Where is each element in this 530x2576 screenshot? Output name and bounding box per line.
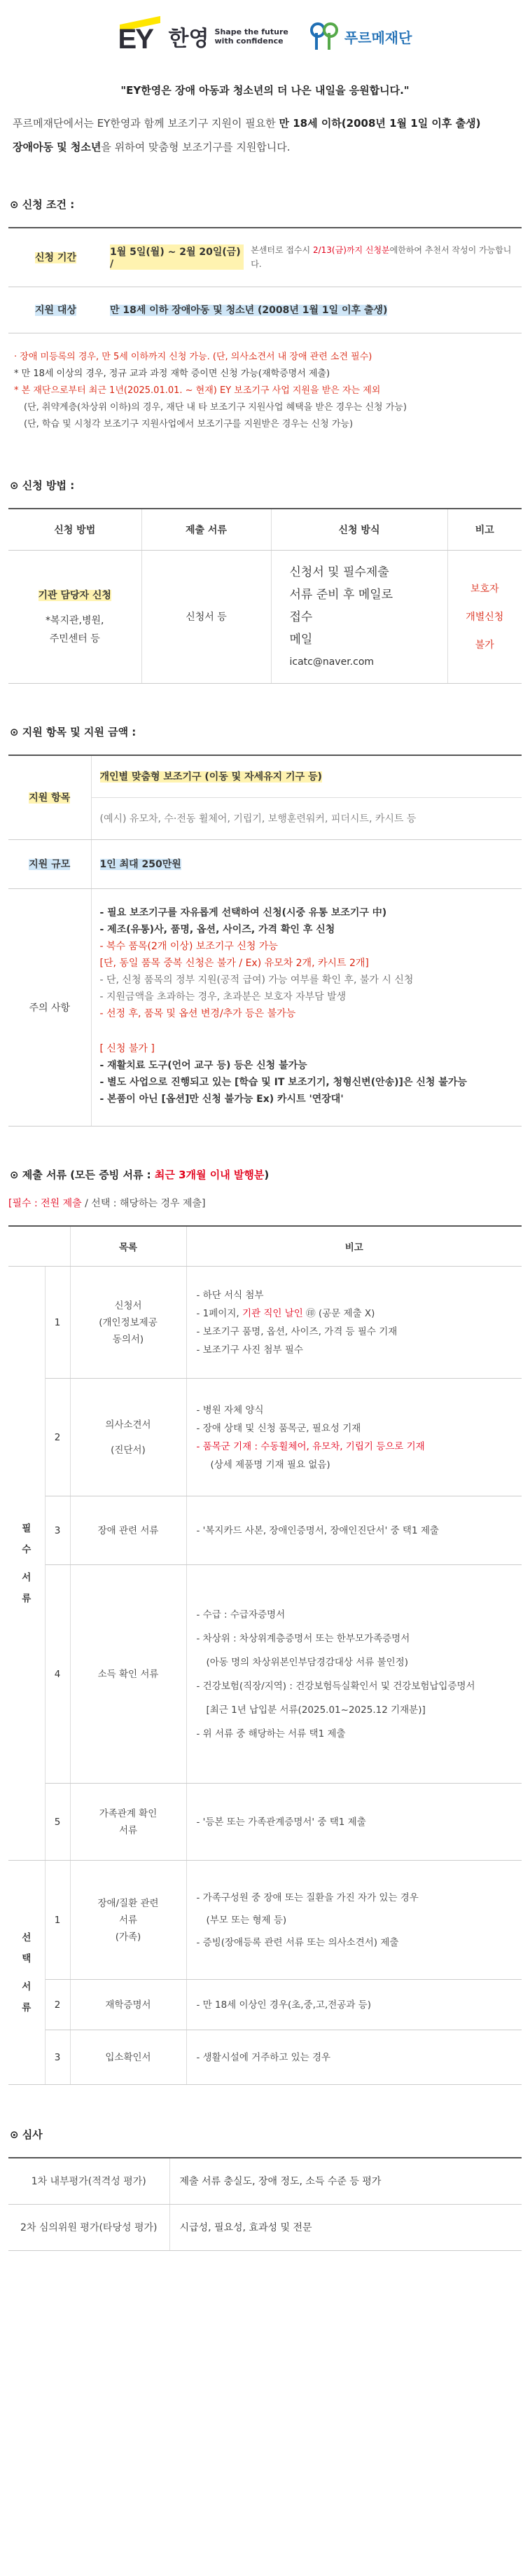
- foundation-name: 푸르메재단: [344, 29, 412, 46]
- intro-quote: "EY한영은 장애 아동과 청소년의 더 나은 내일을 응원합니다.": [120, 84, 410, 97]
- support-item-main: 개인별 맞춤형 보조기구 (이동 및 자세유지 기구 등): [99, 771, 322, 783]
- table-row: 2 재학증명서 - 만 18세 이상인 경우(초,중,고,전공과 등): [8, 1980, 522, 2030]
- target-label: 지원 대상: [35, 305, 76, 316]
- documents-table: [8, 1225, 522, 2086]
- table-row: 주의 사항 - 필요 보조기구를 자유롭게 선택하여 신청(시중 유통 보조기구 中) - 제조(유통)사, 품명, 옵션, 사이즈, 가격 확인 후 신청 - 복수 품목(2개 이상) 보조기구 신청 가능 [단, 동일 품목 중복 신청은 불가 / Ex) 유모차 2개, 카시트 2개] - 단, 신청 품목의 정부 지원(공적 급여) 가능 여부를 확인 후, 불가 시 신청 - 지원금액을 초과하는 경우, 초과분은 보호자 자부담 발생 - 선정 후, 품목 및 옵션 변경/추가 등은 불가능 [ 신청 불가 ] - 재활치료 도구(언어 교구 등) 등은 신청 불가능 - 별도 사업으로 진행되고 있는 [학습 및 IT 보조기기, 청형신변(안송)]은 신청 불가능 - 본품이 아닌 [옵션]만 신청 불가능 Ex) 카시트 '연장대': [8, 888, 522, 1126]
- table-row: [8, 287, 522, 333]
- target-value: 만 18세 이하 장애아동 및 청소년 (2008년 1월 1일 이후 출생): [110, 305, 388, 316]
- foundation-logo: [308, 20, 412, 53]
- ey-letters: EY: [118, 24, 153, 55]
- ey-mark: [118, 20, 162, 53]
- table-row: 지원 항목 개인별 맞춤형 보조기구 (이동 및 자세유지 기구 등): [8, 755, 522, 797]
- review-table: [8, 2157, 522, 2251]
- table-row: 2 의사소견서 (진단서) - 병원 자체 양식 - 장애 상태 및 신청 품목군, 필요성 기재 - 품목군 기재 : 수동휠체어, 유모차, 기립기 등으로 기재 (상세 제품명 기재 필요 없음): [8, 1379, 522, 1496]
- conditions-notes: · 장애 미등록의 경우, 만 5세 이하까지 신청 가능. (단, 의사소견서 내 장애 관련 소견 필수) * 만 18세 이상의 경우, 정규 교과 과정 재학 증이면 신청 가능(재학증명서 제출) * 본 재단으로부터 최근 1년(2025.01.01. ~ 현재) EY 보조기구 사업 지원을 받은 자는 제외 (단, 취약계층(차상위 이하)의 경우, 재단 내 타 보조기구 지원사업 혜택을 받은 경우는 신청 가능) (단, 학습 및 시청각 보조기구 지원사업에서 보조기구를 지원받은 경우는 신청 가능): [14, 351, 407, 429]
- table-row: [8, 228, 522, 287]
- ey-logo: [118, 20, 288, 53]
- table-row: 필 수 서 류 1 신청서 (개인정보제공 동의서) - 하단 서식 첨부 - 1페이지, 기관 직인 날인 ㊞ (공문 제출 X) - 보조기구 품명, 옵션, 사이즈, 가격 등 필수 기재 - 보조기구 사진 첨부 필수: [8, 1267, 522, 1379]
- support-cautions: - 필요 보조기구를 자유롭게 선택하여 신청(시중 유통 보조기구 中) - 제조(유통)사, 품명, 옵션, 사이즈, 가격 확인 후 신청 - 복수 품목(2개 이상) 보조기구 신청 가능 [단, 동일 품목 중복 신청은 불가 / Ex) 유모차 2개, 카시트 2개] - 단, 신청 품목의 정부 지원(공적 급여) 가능 여부를 확인 후, 불가 시 신청 - 지원금액을 초과하는 경우, 초과분은 보호자 자부담 발생 - 선정 후, 품목 및 옵션 변경/추가 등은 불가능 [ 신청 불가 ] - 재활치료 도구(언어 교구 등) 등은 신청 불가능 - 별도 사업으로 진행되고 있는 [학습 및 IT 보조기기, 청형신변(안송)]은 신청 불가능 - 본품이 아닌 [옵션]만 신청 불가능 Ex) 카시트 '연장대': [91, 888, 522, 1126]
- table-header-row: 신청 방법 제출 서류 신청 방식 비고: [8, 509, 522, 551]
- support-item-example: (예시) 유모차, 수·전동 휠체어, 기립기, 보행훈련워커, 피더시트, 카시트 등: [91, 797, 522, 839]
- table-row: 지원 규모 1인 최대 250만원: [8, 839, 522, 888]
- table-row: 기관 담당자 신청 *복지관,병원, 주민센터 등 신청서 등 신청서 및 필수제출 서류 준비 후 메일로 접수 메일 icatc@naver.com 보호자 개별신청 불가: [8, 551, 522, 684]
- conditions-table: [8, 227, 522, 333]
- header-logos: [8, 0, 522, 67]
- method-way: 기관 담당자 신청: [38, 589, 111, 601]
- ey-korean-name: 한영: [168, 27, 209, 51]
- support-table: [8, 755, 522, 1127]
- table-row: 5 가족관계 확인 서류 - '등본 또는 가족관계증명서' 중 택1 제출: [8, 1784, 522, 1861]
- optional-group-label: 선 택 서 류: [8, 1861, 45, 2085]
- table-header-row: 목록 비고: [8, 1226, 522, 1267]
- table-row: 3 장애 관련 서류 - '복지카드 사본, 장애인증명서, 장애인진단서' 중 택1 제출: [8, 1496, 522, 1565]
- method-email-link[interactable]: icatc@naver.com: [289, 656, 375, 668]
- method-remark: 보호자 개별신청 불가: [447, 551, 522, 684]
- table-row: 3 입소확인서 - 생활시설에 거주하고 있는 경우: [8, 2030, 522, 2085]
- table-row: 1차 내부평가(적격성 평가) 제출 서류 충실도, 장애 정도, 소득 수준 등 평가: [8, 2158, 522, 2204]
- foundation-mark-icon: [308, 20, 340, 53]
- required-group-label: 필 수 서 류: [8, 1267, 45, 1861]
- support-title: ⊙ 지원 항목 및 지원 금액 :: [10, 726, 137, 738]
- conditions-title: ⊙ 신청 조건 :: [10, 198, 75, 211]
- period-note: 본센터로 접수시 2/13(금)까지 신청분에한하여 추천서 작성이 가능합니다.: [251, 245, 512, 270]
- documents-title: ⊙ 제출 서류 (모든 증빙 서류 : 최근 3개월 이내 발행분): [10, 1168, 270, 1181]
- period-label: 신청 기간: [35, 252, 76, 264]
- intro-text: 푸르메재단에서는 EY한영과 함께 보조기구 지원이 필요한 만 18세 이하(2008년 1월 1일 이후 출생) 장애아동 및 청소년을 위하여 맞춤형 보조기구를 지원합니다.: [13, 117, 481, 153]
- period-value: 1월 5일(월) ~ 2월 20일(금) /: [110, 244, 244, 270]
- table-row: 2차 심의위원 평가(타당성 평가) 시급성, 필요성, 효과성 및 전문: [8, 2204, 522, 2250]
- method-title: ⊙ 신청 방법 :: [10, 478, 75, 492]
- documents-legend: [필수 : 전원 제출 / 선택 : 해당하는 경우 제출]: [8, 1197, 206, 1209]
- review-title: ⊙ 심사: [10, 2128, 43, 2141]
- support-scale-value: 1인 최대 250만원: [99, 859, 181, 870]
- method-table: [8, 508, 522, 684]
- table-row: 4 소득 확인 서류 - 수급 : 수급자증명서 - 차상위 : 차상위계층증명서 또는 한부모가족증명서 (아동 명의 차상위본인부담경감대상 서류 불인정) - 건강보험(직장/지역) : 건강보험득실확인서 및 건강보험납입증명서 [최근 1년 납입분 서류(2025.01~2025.12 기재분)] - 위 서류 중 해당하는 서류 택1 제출: [8, 1565, 522, 1784]
- table-row: 선 택 서 류 1 장애/질환 관련 서류 (가족) - 가족구성원 중 장애 또는 질환을 가진 자가 있는 경우 (부모 또는 형제 등) - 증빙(장애등록 관련 서류 또는 의사소견서) 제출: [8, 1861, 522, 1980]
- ey-slogan: Shape the future with confidence: [214, 27, 288, 46]
